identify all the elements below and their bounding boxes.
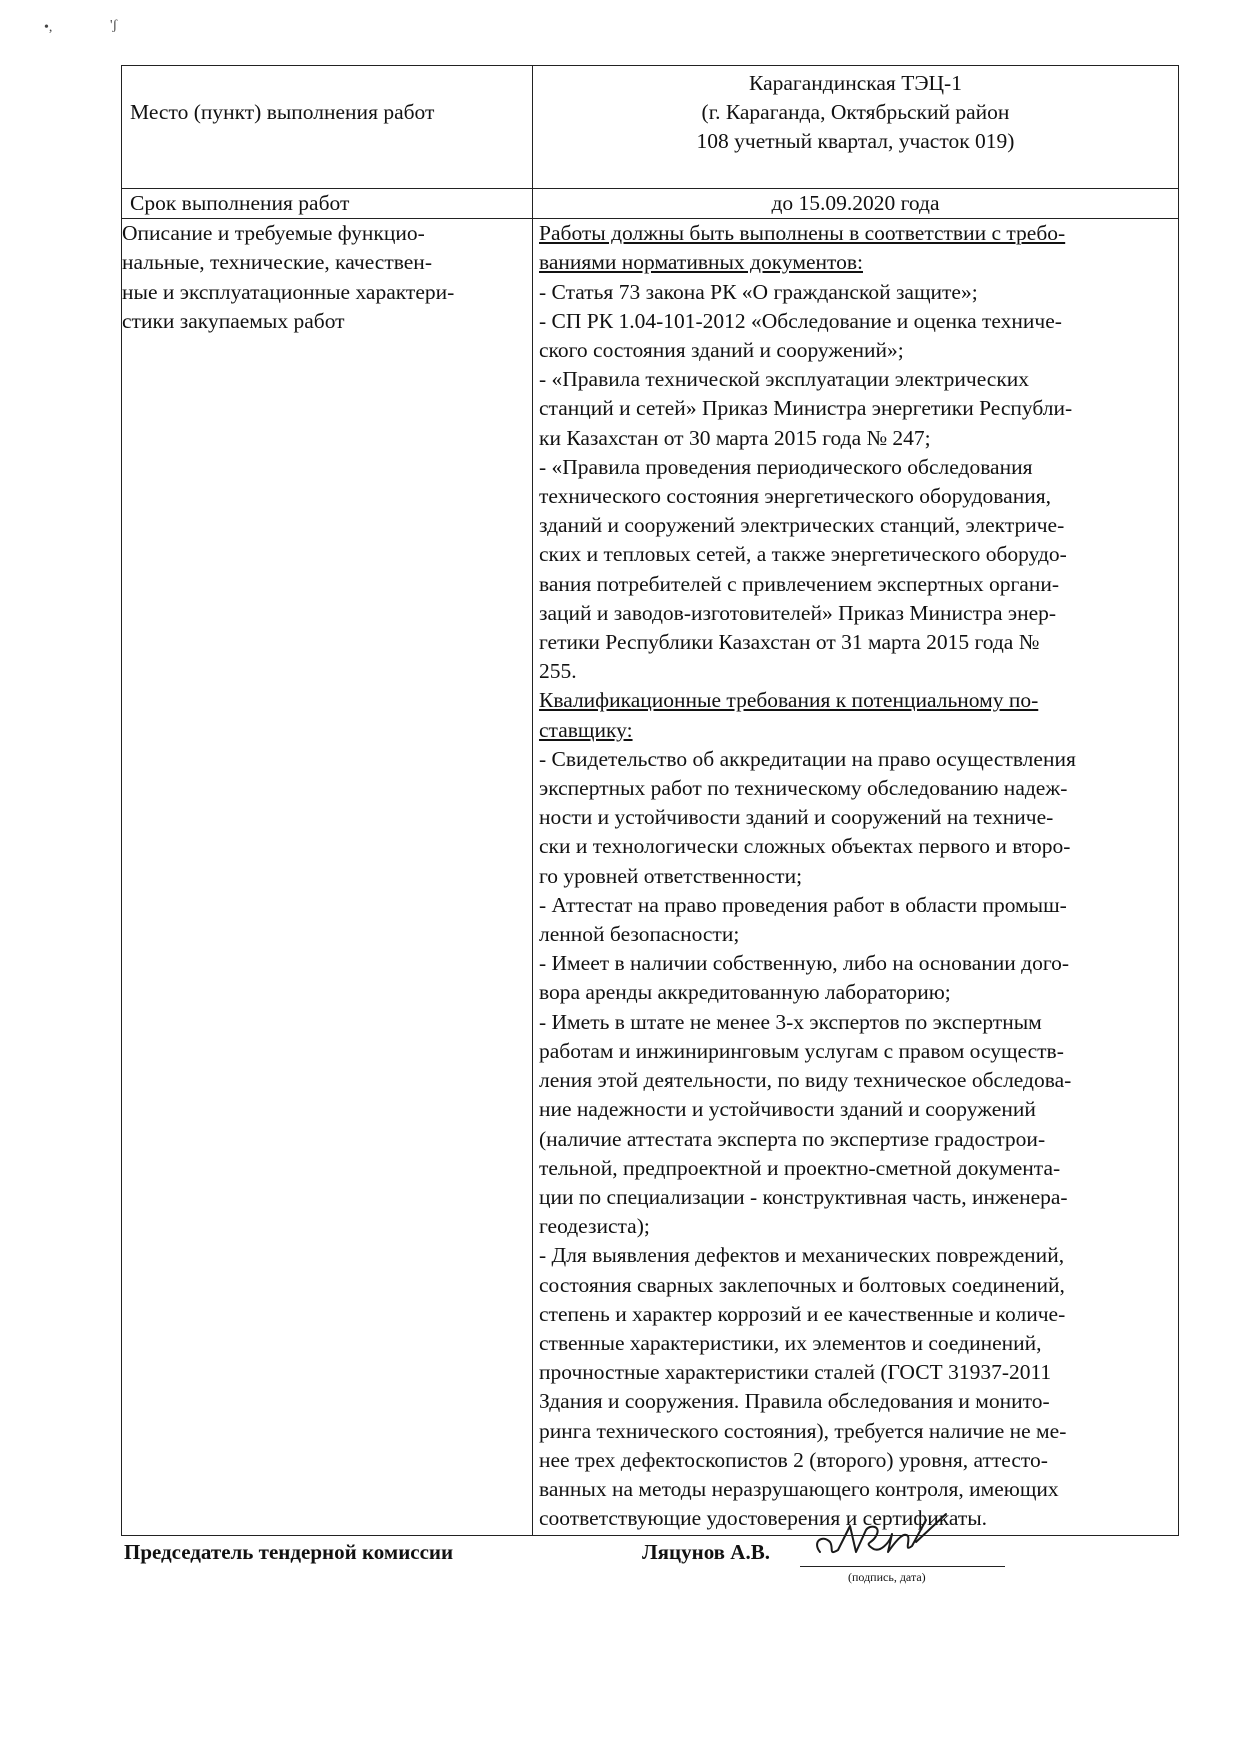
requirements-heading: Работы должны быть выполнены в соответствии с требо- [539, 221, 1066, 246]
place-line: Карагандинская ТЭЦ-1 [749, 71, 962, 95]
requirements-line: состояния сварных заклепочных и болтовых соединений, [539, 1272, 1065, 1297]
requirements-line: ления этой деятельности, по виду техническое обследова- [539, 1068, 1072, 1093]
description-label-line: ные и эксплуатационные характери- [122, 279, 455, 304]
requirements-line: ственные характеристики, их элементов и соединений, [539, 1330, 1042, 1355]
scan-mark: 'ʃ [110, 18, 118, 33]
chair-title: Председатель тендерной комиссии [124, 1540, 454, 1564]
requirements-line: - «Правила проведения периодического обследования [539, 454, 1033, 479]
requirements-heading: ваниями нормативных документов: [539, 250, 863, 275]
requirements-line: ции по специализации - конструктивная часть, инженера- [539, 1184, 1068, 1209]
requirements-line: зданий и сооружений электрических станций, электриче- [539, 513, 1065, 538]
requirements-line: - Аттестат на право проведения работ в области промыш- [539, 892, 1067, 917]
deadline-row [122, 189, 1179, 219]
qualification-heading: Квалификационные требования к потенциальному по- [539, 688, 1039, 713]
deadline-value-cell [533, 189, 1179, 219]
requirements-line: - Свидетельство об аккредитации на право осуществления [539, 746, 1076, 771]
description-label [122, 219, 532, 336]
description-value-cell [533, 219, 1179, 1536]
requirements-line: геодезиста); [539, 1214, 650, 1239]
requirements-line: - Статья 73 закона РК «О гражданской защите»; [539, 279, 978, 304]
place-row [122, 66, 1179, 189]
deadline-label-cell [122, 189, 533, 219]
requirements-line: ленной безопасности; [539, 922, 740, 947]
requirements-line: гетики Республики Казахстан от 31 марта 2015 года № [539, 630, 1040, 655]
requirements-line: заций и заводов-изготовителей» Приказ Министра энер- [539, 600, 1057, 625]
requirements-line: - Имеет в наличии собственную, либо на основании дого- [539, 951, 1070, 976]
requirements-line: 255. [539, 659, 577, 684]
requirements-line: прочностные характеристики сталей (ГОСТ 31937-2011 [539, 1360, 1052, 1385]
requirements-line: нее трех дефектоскопистов 2 (второго) уровня, аттесто- [539, 1447, 1048, 1472]
signature-caption: (подпись, дата) [848, 1570, 926, 1584]
requirements-line: го уровней ответственности; [539, 863, 803, 888]
deadline-label: Срок выполнения работ [130, 191, 350, 215]
requirements-line: - Иметь в штате не менее 3-х экспертов по экспертным [539, 1009, 1042, 1034]
requirements-line: вора аренды аккредитованную лабораторию; [539, 980, 951, 1005]
requirements-line: ние надежности и устойчивости зданий и сооружений [539, 1097, 1036, 1122]
place-value-cell [533, 66, 1179, 189]
requirements-line: технического состояния энергетического оборудования, [539, 484, 1051, 509]
requirements-line: степень и характер коррозий и ее качественные и количе- [539, 1301, 1066, 1326]
place-value [533, 66, 1178, 159]
description-label-line: нальные, технические, качествен- [122, 250, 432, 275]
requirements-line: - «Правила технической эксплуатации электрических [539, 367, 1030, 392]
requirements-line: Здания и сооружения. Правила обследования и монито- [539, 1389, 1050, 1414]
place-label-cell [122, 66, 533, 189]
description-label-line: стики закупаемых работ [122, 308, 345, 333]
requirements-line: - Для выявления дефектов и механических повреждений, [539, 1243, 1065, 1268]
requirements-line: работам и инжиниринговым услугам с правом осуществ- [539, 1038, 1064, 1063]
requirements-line: (наличие аттестата эксперта по экспертизе градострои- [539, 1126, 1046, 1151]
requirements-line: - СП РК 1.04-101-2012 «Обследование и оценка техниче- [539, 308, 1062, 333]
requirements-line: станций и сетей» Приказ Министра энергетики Республи- [539, 396, 1073, 421]
requirements-line: ского состояния зданий и сооружений»; [539, 338, 904, 363]
requirements-line: экспертных работ по техническому обследованию надеж- [539, 776, 1068, 801]
requirements-line: тельной, предпроектной и проектно-сметной документа- [539, 1155, 1061, 1180]
description-label-cell [122, 219, 533, 1536]
requirements-line: ских и тепловых сетей, а также энергетического оборудо- [539, 542, 1067, 567]
requirements-line: ванных на методы неразрушающего контроля, имеющих [539, 1476, 1059, 1501]
scan-mark: •, [44, 20, 53, 35]
requirements-line: ринга технического состояния), требуется наличие не ме- [539, 1418, 1067, 1443]
deadline-value: до 15.09.2020 года [771, 191, 940, 215]
place-line: 108 учетный квартал, участок 019) [696, 129, 1015, 154]
requirements-line: соответствующие удостоверения и сертификаты. [539, 1506, 988, 1531]
place-line: (г. Караганда, Октябрьский район [701, 100, 1010, 125]
description-label-line: Описание и требуемые функцио- [122, 221, 425, 246]
requirements-line: вания потребителей с привлечением экспертных органи- [539, 571, 1060, 596]
requirements-line: ки Казахстан от 30 марта 2015 года № 247; [539, 425, 931, 450]
requirements-text [533, 219, 1178, 1535]
qualification-heading: ставщику: [539, 717, 633, 742]
spec-table [121, 65, 1179, 1536]
signer-name: Ляцунов А.В. [642, 1540, 770, 1564]
signature-line [800, 1566, 1005, 1567]
requirements-line: ности и устойчивости зданий и сооружений на техниче- [539, 805, 1054, 830]
place-label: Место (пункт) выполнения работ [130, 100, 435, 124]
handwritten-signature [808, 1512, 958, 1568]
requirements-line: ски и технологически сложных объектах первого и второ- [539, 834, 1071, 859]
description-row [122, 219, 1179, 1536]
